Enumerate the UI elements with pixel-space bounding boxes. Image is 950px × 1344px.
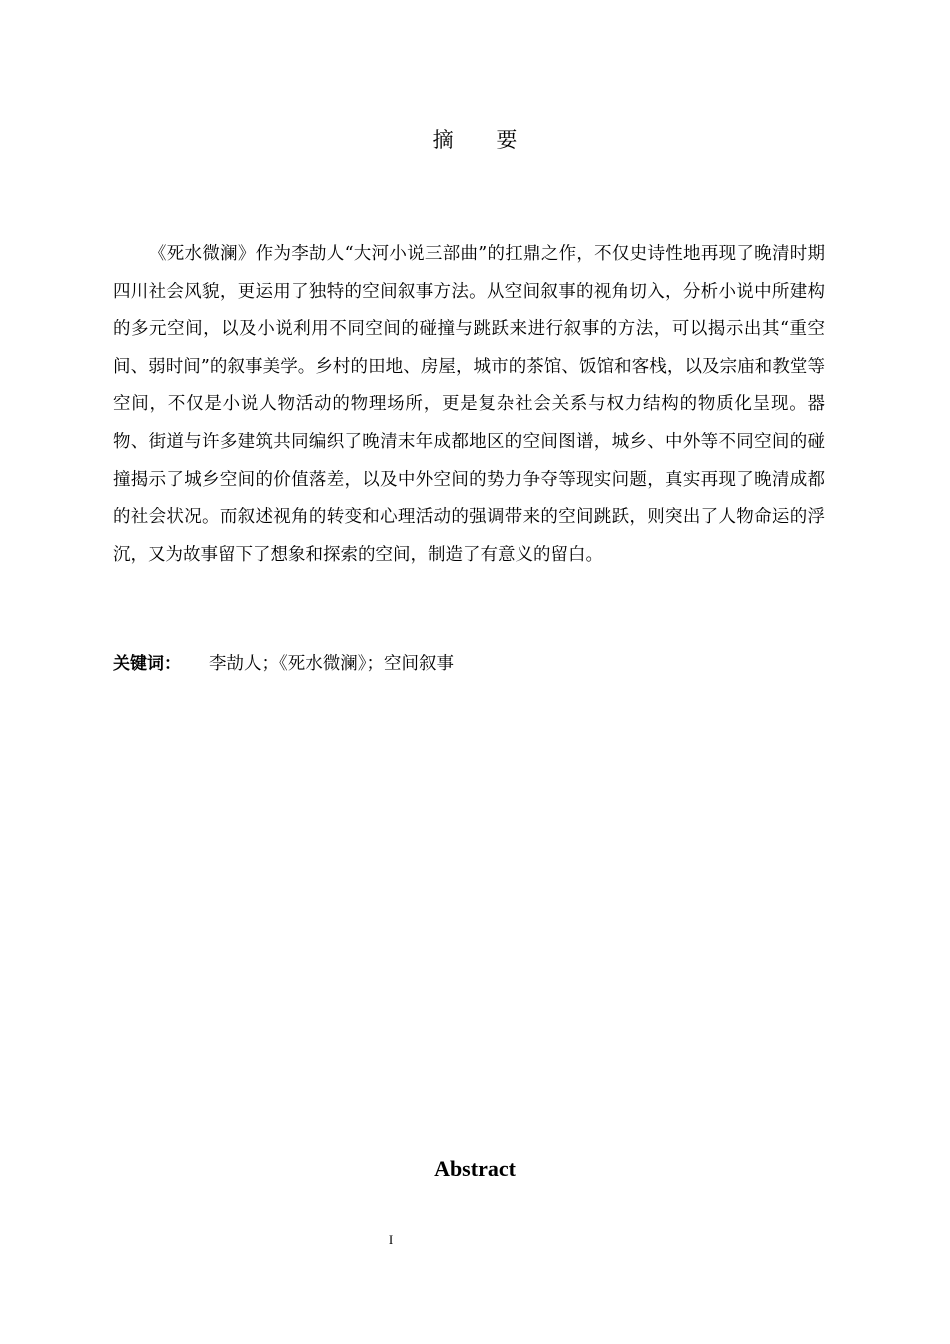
keywords-value: 李劼人；《死水微澜》；空间叙事: [209, 654, 454, 674]
keywords-label: 关键词：: [113, 654, 181, 674]
keywords-line: [113, 650, 454, 678]
abstract-title: 摘 要: [432, 128, 536, 152]
page-number: I: [388, 1232, 394, 1247]
abstract-paragraph: 《死水微澜》作为李劼人“大河小说三部曲”的扛鼎之作，不仅史诗性地再现了晚清时期四川社会风貌，更运用了独特的空间叙事方法。从空间叙事的视角切入，分析小说中所建构的多元空间，以及小说利用不同空间的碰撞与跳跃来进行叙事的方法，可以揭示出其“重空间、弱时间”的叙事美学。乡村的田地、房屋，城市的茶馆、饭馆和客栈，以及宗庙和教堂等空间，不仅是小说人物活动的物理场所，更是复杂社会关系与权力结构的物质化呈现。器物、街道与许多建筑共同编织了晚清末年成都地区的空间图谱，城乡、中外等不同空间的碰撞揭示了城乡空间的价值落差，以及中外空间的势力争夺等现实问题，真实再现了晚清成都的社会状况。而叙述视角的转变和心理活动的强调带来的空间跳跃，则突出了人物命运的浮沉，又为故事留下了想象和探索的空间，制造了有意义的留白。: [113, 244, 825, 565]
english-abstract-title: Abstract: [434, 1156, 516, 1181]
